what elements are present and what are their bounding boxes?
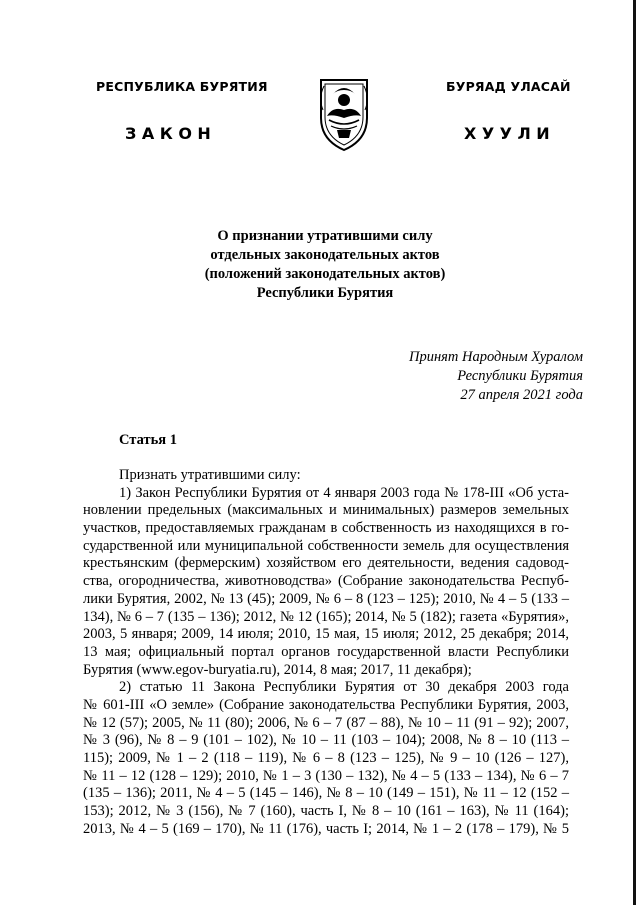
body-line: № 3 (96), № 8 – 9 (101 – 102), № 10 – 11 (103 – 104); 2008, № 8 – 10 (113 – (83, 732, 569, 749)
adoption-line: Принят Народным Хуралом (408, 349, 583, 365)
law-label-ru: ЗАКОН (125, 124, 217, 143)
body-line: № 601-III «О земле» (Собрание законодательства Республики Бурятия, 2003, (83, 696, 569, 713)
title-line: (положений законодательных актов) (204, 266, 446, 282)
document-title (160, 227, 490, 303)
body-line: Бурятия (www.egov-buryatia.ru), 2014, 8 мая; 2017, 11 декабря); (83, 661, 472, 678)
title-line: отдельных законодательных актов (210, 247, 440, 263)
body-line: участков, предоставляемых гражданам в собственность из находящихся в го- (83, 520, 569, 537)
body-line: 134), № 6 – 7 (135 – 136); 2012, № 12 (165); 2014, № 5 (182); газета «Бурятия», (83, 608, 569, 625)
body-line: 1) Закон Республики Бурятия от 4 января 2003 года № 178-III «Об уста- (119, 484, 569, 501)
body-line: ства, огородничества, животноводства» (Собрание законодательства Респуб- (83, 573, 569, 590)
article-body (83, 467, 569, 838)
body-line: новлении предельных (максимальных и минимальных) размеров земельных (83, 502, 569, 519)
scan-edge (633, 0, 636, 905)
body-line: сударственной или муниципальной собственности земель для осуществления (83, 537, 569, 554)
republic-name-bua: БУРЯАД УЛАСАЙ (446, 79, 571, 94)
adoption-line: Республики Бурятия (457, 368, 583, 384)
body-line: (135 – 136); 2011, № 4 – 5 (145 – 146), № 8 – 10 (149 – 151), № 11 – 12 (152 – (83, 785, 569, 802)
body-line: Признать утратившими силу: (119, 467, 301, 483)
body-line: № 12 (57); 2005, № 11 (80); 2006, № 6 – 7 (87 – 88), № 10 – 11 (91 – 92); 2007, (83, 714, 569, 731)
body-line: лики Бурятия, 2002, № 13 (45); 2009, № 6 – 8 (123 – 125); 2010, № 4 – 5 (133 – (83, 590, 569, 607)
article-heading: Статья 1 (119, 432, 177, 448)
law-label-bua: ХУУЛИ (464, 124, 556, 143)
body-line: 2) статью 11 Закона Республики Бурятия от 30 декабря 2003 года (119, 679, 569, 696)
body-line: 115); 2009, № 1 – 2 (118 – 119), № 6 – 8 (123 – 125), № 9 – 10 (126 – 127), (83, 750, 569, 766)
title-line: Республики Бурятия (256, 285, 394, 301)
body-line: крестьянским (фермерским) хозяйством его деятельности, ведения садовод- (83, 555, 569, 572)
body-line: 2003, 5 января; 2009, 14 июля; 2010, 15 мая, 15 июля; 2012, 25 декабря; 2014, (83, 626, 569, 643)
body-line: 153); 2012, № 3 (156), № 7 (160), часть I, № 8 – 10 (161 – 163), № 11 (164); (83, 803, 569, 820)
republic-name-ru: РЕСПУБЛИКА БУРЯТИЯ (96, 79, 268, 94)
adoption-note (409, 348, 583, 405)
adoption-date: 27 апреля 2021 года (460, 387, 583, 403)
coat-of-arms-icon (315, 70, 373, 152)
body-line: 13 мая; официальный портал органов государственной власти Республики (83, 643, 569, 660)
title-line: О признании утратившими силу (217, 228, 433, 244)
body-line: № 11 – 12 (128 – 129); 2010, № 1 – 3 (130 – 132), № 4 – 5 (133 – 134), № 6 – 7 (83, 767, 569, 784)
body-line: 2013, № 4 – 5 (169 – 170), № 11 (176), часть I; 2014, № 1 – 2 (178 – 179), № 5 (83, 820, 569, 837)
